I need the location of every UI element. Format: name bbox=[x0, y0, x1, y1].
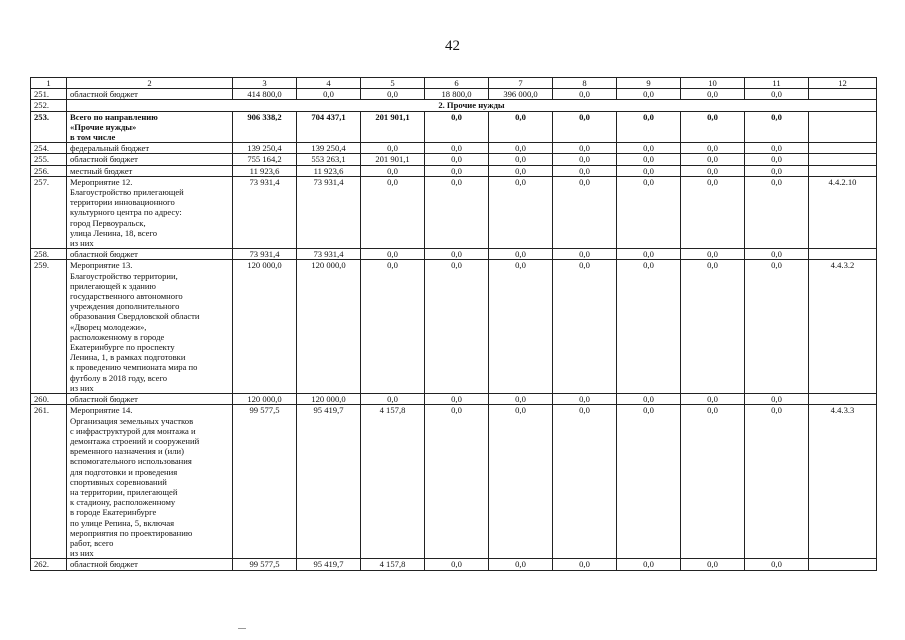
row-description: Мероприятие 13. Благоустройство территории, прилегающей к зданию государственного автономного учреждения дополнительного образования Свердловской области «Дворец молодежи», расположенному в городе Екатеринбурге по проспекту Ленина, 1, в рамках подготовки к проведению чемпионата мира по футболу в 2018 году, всего из них bbox=[67, 260, 233, 394]
value-cell: 0,0 bbox=[681, 394, 745, 405]
row-number: 253. bbox=[31, 111, 67, 143]
value-cell: 0,0 bbox=[617, 165, 681, 176]
value-cell: 0,0 bbox=[553, 154, 617, 165]
header-cell: 7 bbox=[489, 78, 553, 89]
value-cell: 0,0 bbox=[681, 111, 745, 143]
target-code-cell bbox=[809, 394, 877, 405]
value-cell: 0,0 bbox=[745, 176, 809, 248]
value-cell: 120 000,0 bbox=[297, 260, 361, 394]
table-row-262 bbox=[31, 559, 877, 570]
value-cell: 0,0 bbox=[489, 559, 553, 570]
target-code-cell bbox=[809, 165, 877, 176]
value-cell: 553 263,1 bbox=[297, 154, 361, 165]
value-cell: 0,0 bbox=[681, 89, 745, 100]
value-cell: 0,0 bbox=[617, 394, 681, 405]
target-code-cell: 4.4.3.2 bbox=[809, 260, 877, 394]
value-cell: 0,0 bbox=[553, 394, 617, 405]
value-cell: 4 157,8 bbox=[361, 405, 425, 559]
value-cell: 0,0 bbox=[489, 111, 553, 143]
target-code-cell bbox=[809, 143, 877, 154]
budget-table bbox=[30, 77, 877, 571]
value-cell: 0,0 bbox=[425, 249, 489, 260]
row-description: областной бюджет bbox=[67, 154, 233, 165]
value-cell: 73 931,4 bbox=[233, 176, 297, 248]
table-row-261 bbox=[31, 405, 877, 559]
value-cell: 0,0 bbox=[425, 176, 489, 248]
value-cell: 0,0 bbox=[489, 405, 553, 559]
row-number: 260. bbox=[31, 394, 67, 405]
value-cell: 0,0 bbox=[425, 111, 489, 143]
header-row bbox=[31, 78, 877, 89]
table-row-254 bbox=[31, 143, 877, 154]
value-cell: 0,0 bbox=[745, 559, 809, 570]
row-number: 254. bbox=[31, 143, 67, 154]
value-cell: 201 901,1 bbox=[361, 154, 425, 165]
value-cell: 0,0 bbox=[553, 249, 617, 260]
value-cell: 0,0 bbox=[489, 176, 553, 248]
target-code-cell bbox=[809, 111, 877, 143]
value-cell: 0,0 bbox=[361, 260, 425, 394]
target-code-cell: 4.4.2.10 bbox=[809, 176, 877, 248]
value-cell: 0,0 bbox=[425, 405, 489, 559]
value-cell: 73 931,4 bbox=[297, 176, 361, 248]
value-cell: 73 931,4 bbox=[233, 249, 297, 260]
target-code-cell bbox=[809, 559, 877, 570]
value-cell: 99 577,5 bbox=[233, 405, 297, 559]
value-cell: 0,0 bbox=[745, 394, 809, 405]
value-cell: 396 000,0 bbox=[489, 89, 553, 100]
table-row-260 bbox=[31, 394, 877, 405]
value-cell: 0,0 bbox=[681, 143, 745, 154]
row-number: 255. bbox=[31, 154, 67, 165]
target-code-cell bbox=[809, 154, 877, 165]
value-cell: 0,0 bbox=[745, 165, 809, 176]
row-number: 258. bbox=[31, 249, 67, 260]
value-cell: 0,0 bbox=[681, 405, 745, 559]
table-row-256 bbox=[31, 165, 877, 176]
header-cell: 10 bbox=[681, 78, 745, 89]
row-description: областной бюджет bbox=[67, 559, 233, 570]
value-cell: 0,0 bbox=[489, 154, 553, 165]
value-cell: 0,0 bbox=[553, 165, 617, 176]
value-cell: 0,0 bbox=[489, 249, 553, 260]
value-cell: 0,0 bbox=[745, 89, 809, 100]
value-cell: 0,0 bbox=[553, 559, 617, 570]
value-cell: 0,0 bbox=[745, 260, 809, 394]
value-cell: 0,0 bbox=[553, 405, 617, 559]
value-cell: 0,0 bbox=[425, 260, 489, 394]
value-cell: 0,0 bbox=[553, 111, 617, 143]
header-cell: 11 bbox=[745, 78, 809, 89]
value-cell: 0,0 bbox=[617, 559, 681, 570]
value-cell: 0,0 bbox=[745, 405, 809, 559]
value-cell: 0,0 bbox=[681, 154, 745, 165]
value-cell: 0,0 bbox=[681, 559, 745, 570]
value-cell: 0,0 bbox=[425, 143, 489, 154]
value-cell: 0,0 bbox=[553, 260, 617, 394]
target-code-cell bbox=[809, 89, 877, 100]
row-description: Мероприятие 14. Организация земельных участков с инфраструктурой для монтажа и демонтажа строений и сооружений временного назначения и (или) вспомогательного использования для подготовки и проведения спортивных соревнований на территории, прилегающей к стадиону, расположенному в городе Екатеринбурге по улице Репина, 5, включая мероприятия по проектированию работ, всего из них bbox=[67, 405, 233, 559]
value-cell: 0,0 bbox=[425, 394, 489, 405]
value-cell: 95 419,7 bbox=[297, 559, 361, 570]
value-cell: 906 338,2 bbox=[233, 111, 297, 143]
row-description: Всего по направлению «Прочие нужды» в том числе bbox=[67, 111, 233, 143]
row-number: 251. bbox=[31, 89, 67, 100]
value-cell: 0,0 bbox=[361, 394, 425, 405]
value-cell: 0,0 bbox=[617, 154, 681, 165]
header-cell: 3 bbox=[233, 78, 297, 89]
row-description: Мероприятие 12. Благоустройство прилегающей территории инновационного культурного центра по адресу: город Первоуральск, улица Ленина, 18, всего из них bbox=[67, 176, 233, 248]
value-cell: 0,0 bbox=[617, 111, 681, 143]
value-cell: 0,0 bbox=[617, 249, 681, 260]
value-cell: 0,0 bbox=[745, 249, 809, 260]
header-cell: 9 bbox=[617, 78, 681, 89]
value-cell: 755 164,2 bbox=[233, 154, 297, 165]
table-row-255 bbox=[31, 154, 877, 165]
value-cell: 0,0 bbox=[553, 89, 617, 100]
table-row-251 bbox=[31, 89, 877, 100]
row-number: 261. bbox=[31, 405, 67, 559]
value-cell: 0,0 bbox=[425, 559, 489, 570]
value-cell: 0,0 bbox=[361, 249, 425, 260]
value-cell: 0,0 bbox=[681, 165, 745, 176]
header-cell: 5 bbox=[361, 78, 425, 89]
value-cell: 0,0 bbox=[745, 154, 809, 165]
value-cell: 120 000,0 bbox=[233, 260, 297, 394]
row-description: федеральный бюджет bbox=[67, 143, 233, 154]
page-number: 42 bbox=[445, 38, 460, 54]
value-cell: 0,0 bbox=[617, 143, 681, 154]
value-cell: 0,0 bbox=[489, 394, 553, 405]
target-code-cell: 4.4.3.3 bbox=[809, 405, 877, 559]
scan-mark bbox=[238, 628, 246, 629]
value-cell: 0,0 bbox=[489, 143, 553, 154]
section-title: 2. Прочие нужды bbox=[67, 100, 877, 111]
section-row bbox=[31, 100, 877, 111]
value-cell: 73 931,4 bbox=[297, 249, 361, 260]
header-cell: 2 bbox=[67, 78, 233, 89]
value-cell: 0,0 bbox=[361, 89, 425, 100]
value-cell: 0,0 bbox=[425, 165, 489, 176]
value-cell: 0,0 bbox=[361, 165, 425, 176]
table-row-253 bbox=[31, 111, 877, 143]
row-number: 256. bbox=[31, 165, 67, 176]
header-cell: 1 bbox=[31, 78, 67, 89]
table-row-258 bbox=[31, 249, 877, 260]
value-cell: 414 800,0 bbox=[233, 89, 297, 100]
value-cell: 120 000,0 bbox=[233, 394, 297, 405]
table-body bbox=[31, 78, 877, 571]
row-number: 252. bbox=[31, 100, 67, 111]
value-cell: 11 923,6 bbox=[233, 165, 297, 176]
value-cell: 704 437,1 bbox=[297, 111, 361, 143]
table-row-259 bbox=[31, 260, 877, 394]
value-cell: 139 250,4 bbox=[297, 143, 361, 154]
value-cell: 18 800,0 bbox=[425, 89, 489, 100]
value-cell: 0,0 bbox=[553, 143, 617, 154]
value-cell: 0,0 bbox=[297, 89, 361, 100]
value-cell: 95 419,7 bbox=[297, 405, 361, 559]
header-cell: 12 bbox=[809, 78, 877, 89]
value-cell: 0,0 bbox=[681, 260, 745, 394]
value-cell: 0,0 bbox=[617, 405, 681, 559]
value-cell: 0,0 bbox=[617, 89, 681, 100]
row-description: местный бюджет bbox=[67, 165, 233, 176]
row-description: областной бюджет bbox=[67, 249, 233, 260]
value-cell: 0,0 bbox=[617, 260, 681, 394]
value-cell: 0,0 bbox=[553, 176, 617, 248]
row-description: областной бюджет bbox=[67, 89, 233, 100]
row-number: 262. bbox=[31, 559, 67, 570]
value-cell: 0,0 bbox=[425, 154, 489, 165]
header-cell: 6 bbox=[425, 78, 489, 89]
value-cell: 120 000,0 bbox=[297, 394, 361, 405]
value-cell: 4 157,8 bbox=[361, 559, 425, 570]
value-cell: 0,0 bbox=[489, 165, 553, 176]
value-cell: 201 901,1 bbox=[361, 111, 425, 143]
row-description: областной бюджет bbox=[67, 394, 233, 405]
value-cell: 0,0 bbox=[361, 176, 425, 248]
target-code-cell bbox=[809, 249, 877, 260]
row-number: 257. bbox=[31, 176, 67, 248]
header-cell: 8 bbox=[553, 78, 617, 89]
value-cell: 0,0 bbox=[617, 176, 681, 248]
value-cell: 11 923,6 bbox=[297, 165, 361, 176]
value-cell: 0,0 bbox=[681, 176, 745, 248]
row-number: 259. bbox=[31, 260, 67, 394]
value-cell: 99 577,5 bbox=[233, 559, 297, 570]
table-row-257 bbox=[31, 176, 877, 248]
value-cell: 0,0 bbox=[489, 260, 553, 394]
header-cell: 4 bbox=[297, 78, 361, 89]
value-cell: 0,0 bbox=[745, 111, 809, 143]
value-cell: 0,0 bbox=[681, 249, 745, 260]
value-cell: 0,0 bbox=[361, 143, 425, 154]
value-cell: 139 250,4 bbox=[233, 143, 297, 154]
value-cell: 0,0 bbox=[745, 143, 809, 154]
